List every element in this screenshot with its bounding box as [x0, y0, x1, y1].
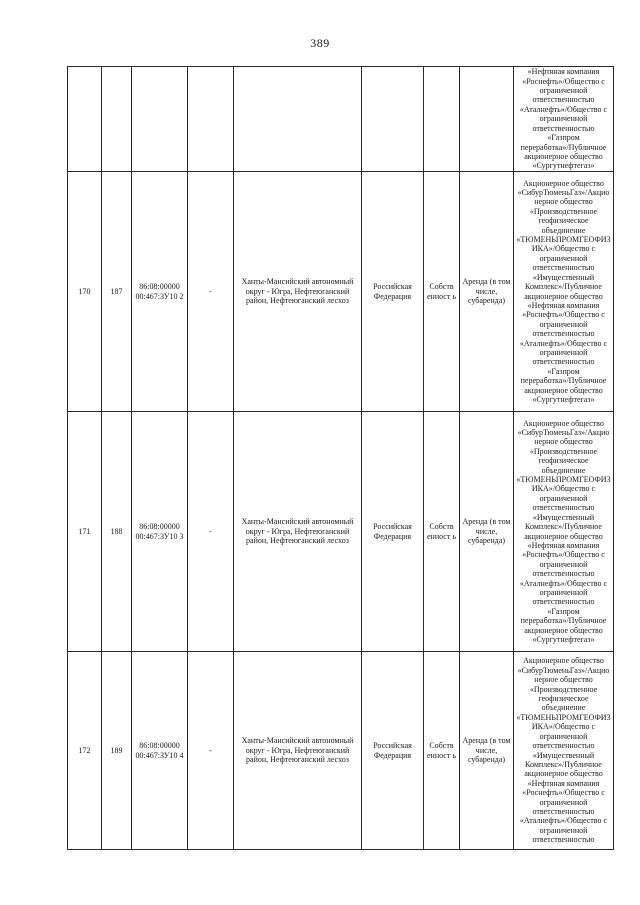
location: Ханты-Мансийский автономный округ - Югра, Нефтеюганский район, Нефтеюганский лесхоз — [234, 172, 362, 412]
holder-line: ограниченной — [539, 731, 588, 741]
holder-line: ответственностью — [532, 329, 595, 339]
holders-cell — [514, 652, 614, 850]
holder-line: Акционерное общество — [523, 418, 604, 428]
holder-line: «Производственное — [529, 206, 598, 216]
cadastral-number: 86:08:00000 00:467:ЗУ10 3 — [132, 412, 188, 652]
holder-line: ответственностью — [532, 741, 595, 751]
continuation-holders-cell — [514, 67, 614, 172]
holder-line: ответственностью — [532, 357, 595, 367]
registry-table — [67, 66, 614, 850]
holder-line: «ТЮМЕНЬПРОМГЕОФИЗ — [516, 235, 611, 245]
continuation-cell — [362, 67, 424, 172]
holder-line: ограниченной — [539, 319, 588, 329]
holder-line: акционерное общество — [524, 151, 603, 161]
holder-line: ограниченной — [539, 587, 588, 597]
holder-line: «Нефтяная компания — [527, 67, 600, 77]
holder-line: ограниченной — [539, 253, 588, 263]
continuation-cell — [102, 67, 132, 172]
holder-line: ответственностью — [532, 95, 595, 105]
holder-line: переработка»/Публичное — [520, 142, 607, 152]
holder-line: переработка»/Публичное — [520, 616, 607, 626]
empty-dash: - — [188, 172, 234, 412]
owner: Российская Федерация — [362, 172, 424, 412]
holder-line: «Нефтяная компания — [527, 778, 600, 788]
holder-line: Акционерное общество — [523, 656, 604, 666]
holder-line: «Роснефть»/Общество с — [522, 76, 605, 86]
holder-line: «Производственное — [529, 446, 598, 456]
holder-line: ответственностью — [532, 123, 595, 133]
holder-line: «СибурТюменьГаз»/Акцио — [517, 665, 610, 675]
encumbrance: Аренда (в том числе, субаренда) — [460, 652, 514, 850]
row-id: 187 — [102, 172, 132, 412]
continuation-row — [68, 67, 614, 172]
holder-line: ответственностью — [532, 597, 595, 607]
continuation-cell — [132, 67, 188, 172]
row-number: 171 — [68, 412, 102, 652]
table-row — [68, 652, 614, 850]
holder-line: ограниченной — [539, 493, 588, 503]
holder-line: нерное общество — [534, 197, 593, 207]
holder-line: Комплекс»/Публичное — [525, 282, 602, 292]
holder-line: «Роснефть»/Общество с — [522, 310, 605, 320]
continuation-cell — [68, 67, 102, 172]
holder-line: «Имущественный — [532, 272, 595, 282]
holder-line: геофизическое — [538, 694, 589, 704]
holder-line: ответственностью — [532, 835, 595, 845]
holder-line: ИКА»/Общество с — [531, 722, 596, 732]
row-number: 170 — [68, 172, 102, 412]
holder-line: акционерное общество — [524, 769, 603, 779]
holder-line: ИКА»/Общество с — [531, 244, 596, 254]
holder-line: акционерное общество — [524, 531, 603, 541]
row-id: 188 — [102, 412, 132, 652]
holder-line: «Сургутнефтегаз» — [532, 634, 595, 644]
holder-line: «Газпром — [547, 606, 580, 616]
cadastral-number: 86:08:00000 00:467:ЗУ10 2 — [132, 172, 188, 412]
empty-dash: - — [188, 652, 234, 850]
owner: Российская Федерация — [362, 412, 424, 652]
holder-line: Комплекс»/Публичное — [525, 522, 602, 532]
holder-line: объединение — [541, 225, 586, 235]
holder-line: ограниченной — [539, 86, 588, 96]
holder-line: Акционерное общество — [523, 178, 604, 188]
holder-line: ответственностью — [532, 503, 595, 513]
holder-line: переработка»/Публичное — [520, 376, 607, 386]
continuation-cell — [460, 67, 514, 172]
row-id: 189 — [102, 652, 132, 850]
holder-line: ограниченной — [539, 347, 588, 357]
holder-line: ограниченной — [539, 114, 588, 124]
owner: Российская Федерация — [362, 652, 424, 850]
holder-line: «Сургутнефтегаз» — [532, 161, 595, 171]
continuation-cell — [188, 67, 234, 172]
holder-line: акционерное общество — [524, 385, 603, 395]
holder-line: «Нефтяная компания — [527, 540, 600, 550]
holder-line: «Имущественный — [532, 512, 595, 522]
holder-line: «Нефтяная компания — [527, 300, 600, 310]
cadastral-number: 86:08:00000 00:467:ЗУ10 4 — [132, 652, 188, 850]
holder-line: «ТЮМЕНЬПРОМГЕОФИЗ — [516, 475, 611, 485]
right-type: Собств енност ь — [424, 652, 460, 850]
holder-line: «СибурТюменьГаз»/Акцио — [517, 428, 610, 438]
row-number: 172 — [68, 652, 102, 850]
holders-cell — [514, 172, 614, 412]
table-row — [68, 172, 614, 412]
holder-line: «Роснефть»/Общество с — [522, 788, 605, 798]
empty-dash: - — [188, 412, 234, 652]
holder-line: ограниченной — [539, 797, 588, 807]
holder-line: геофизическое — [538, 456, 589, 466]
holder-line: «Сургутнефтегаз» — [532, 394, 595, 404]
holder-line: «Аталнефть»/Общество с — [519, 104, 608, 114]
holder-line: ограниченной — [539, 559, 588, 569]
location: Ханты-Мансийский автономный округ - Югра, Нефтеюганский район, Нефтеюганский лесхоз — [234, 412, 362, 652]
page-number: 389 — [310, 36, 330, 50]
holder-line: акционерное общество — [524, 291, 603, 301]
holder-line: ответственностью — [532, 806, 595, 816]
holder-line: нерное общество — [534, 437, 593, 447]
holder-line: Комплекс»/Публичное — [525, 759, 602, 769]
holder-line: объединение — [541, 465, 586, 475]
holder-line: «Газпром — [547, 133, 580, 143]
holder-line: ответственностью — [532, 569, 595, 579]
holder-line: «Производственное — [529, 684, 598, 694]
continuation-cell — [234, 67, 362, 172]
right-type: Собств енност ь — [424, 172, 460, 412]
holder-line: ИКА»/Общество с — [531, 484, 596, 494]
holder-line: «Газпром — [547, 366, 580, 376]
table-row — [68, 412, 614, 652]
holder-line: «СибурТюменьГаз»/Акцио — [517, 188, 610, 198]
encumbrance: Аренда (в том числе, субаренда) — [460, 172, 514, 412]
holders-cell — [514, 412, 614, 652]
holder-line: нерное общество — [534, 675, 593, 685]
location: Ханты-Мансийский автономный округ - Югра, Нефтеюганский район, Нефтеюганский лесхоз — [234, 652, 362, 850]
holder-line: ответственностью — [532, 263, 595, 273]
holder-line: геофизическое — [538, 216, 589, 226]
holder-line: «Роснефть»/Общество с — [522, 550, 605, 560]
holder-line: объединение — [541, 703, 586, 713]
holder-line: «Аталнефть»/Общество с — [519, 338, 608, 348]
holder-line: «ТЮМЕНЬПРОМГЕОФИЗ — [516, 712, 611, 722]
holder-line: акционерное общество — [524, 625, 603, 635]
holder-line: ограниченной — [539, 825, 588, 835]
holder-line: «Аталнефть»/Общество с — [519, 578, 608, 588]
encumbrance: Аренда (в том числе, субаренда) — [460, 412, 514, 652]
holder-line: «Имущественный — [532, 750, 595, 760]
holder-line: «Аталнефть»/Общество с — [519, 816, 608, 826]
right-type: Собств енност ь — [424, 412, 460, 652]
continuation-cell — [424, 67, 460, 172]
